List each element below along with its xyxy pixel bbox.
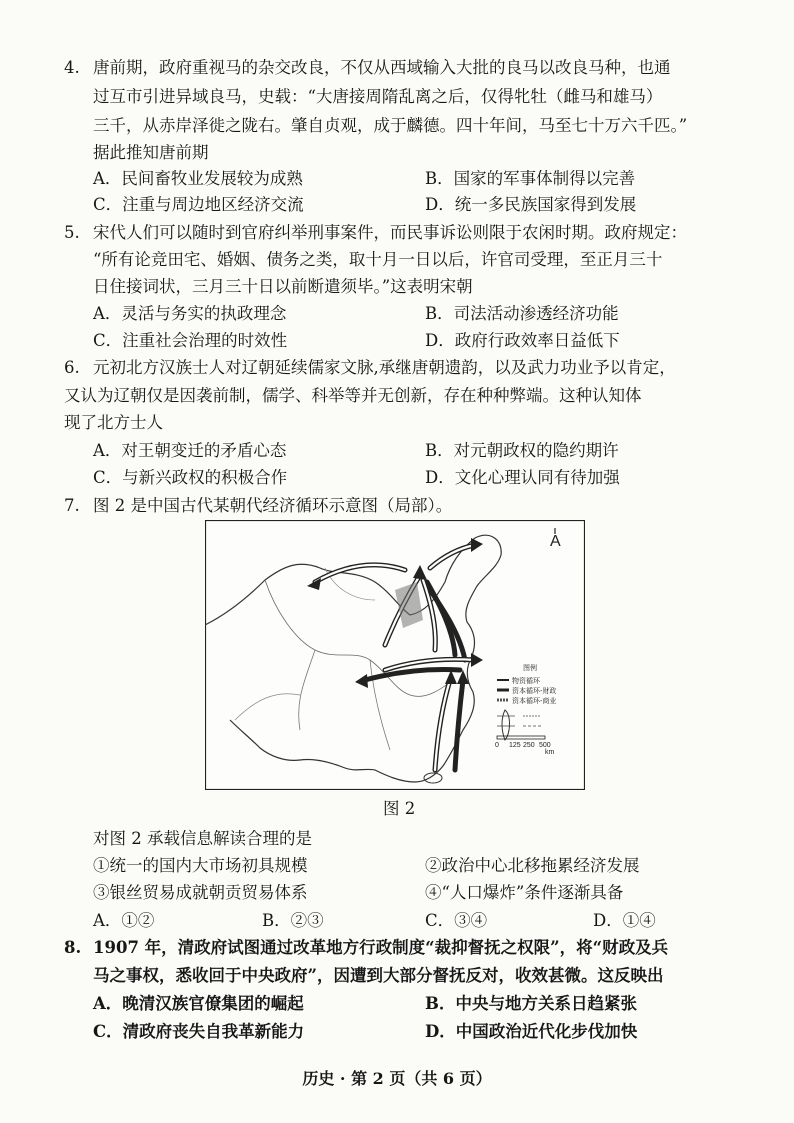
scale-label-2: 250 [523,742,535,749]
q7-statement-3: ③银丝贸易成就朝贡贸易体系 [93,883,308,902]
q5-line-1: 宋代人们可以随时到官府纠举刑事案件，而民事诉讼则限于农闲时期。政府规定： [93,223,687,242]
q5-option-c[interactable]: C．注重社会治理的时效性 [93,331,288,350]
q4-line-2: 过互市引进异域良马，史载：“大唐接周隋乱离之后，仅得牝牡（雌马和雄马） [93,87,663,106]
q4-number: 4. [64,58,80,77]
legend-item-3: 资本循环-商业 [512,698,557,705]
q7-statement-2: ②政治中心北移拖累经济发展 [425,856,640,875]
q6-line-1: 元初北方汉族士人对辽朝延续儒家文脉,承继唐朝遗韵，以及武力功业予以肯定， [93,358,676,377]
q7-statement-4: ④“人口爆炸”条件逐渐具备 [425,883,624,902]
q5-option-d[interactable]: D．政府行政效率日益低下 [425,331,620,350]
q5-option-a[interactable]: A．灵活与务实的执政理念 [93,304,287,323]
page-footer: 历史 · 第 2 页（共 6 页） [302,1069,492,1088]
scale-label-4: km [545,749,555,756]
q6-option-b[interactable]: B．对元朝政权的隐约期许 [425,441,619,460]
q8-number: 8. [64,938,82,957]
scale-label-0: 0 [495,742,499,749]
q8-option-c[interactable]: C．清政府丧失自我革新能力 [93,1022,305,1041]
q7-option-c[interactable]: C．③④ [425,911,488,930]
q4-option-b[interactable]: B．国家的军事体制得以完善 [425,169,636,188]
q4-option-c[interactable]: C．注重与周边地区经济交流 [93,195,304,214]
figure-caption: 图 2 [383,799,416,818]
q6-option-a[interactable]: A．对王朝变迁的矛盾心态 [93,441,287,460]
q4-line-3: 三千，从赤岸泽徙之陇右。肇自贞观，成于麟德。四十年间，马至七十万六千匹。” [93,116,688,135]
scale-label-1: 125 [509,742,521,749]
q6-option-c[interactable]: C．与新兴政权的积极合作 [93,468,288,487]
q5-line-3: 日住接词状，三月三十日以前断遣须毕。”这表明宋朝 [93,277,473,296]
q6-option-d[interactable]: D．文化心理认同有待加强 [425,468,620,487]
q4-option-a[interactable]: A．民间畜牧业发展较为成熟 [93,169,303,188]
economic-cycle-map [205,520,585,790]
q7-number: 7. [64,496,80,515]
q7-statement-1: ①统一的国内大市场初具规模 [93,856,308,875]
q7-option-d[interactable]: D．①④ [593,911,656,930]
q5-option-b[interactable]: B．司法活动渗透经济功能 [425,304,619,323]
q4-option-d[interactable]: D．统一多民族国家得到发展 [425,195,637,214]
legend-item-1: 物资循环 [512,678,540,685]
q6-number: 6. [64,358,80,377]
q6-line-3: 现了北方士人 [64,413,163,432]
q8-option-d[interactable]: D．中国政治近代化步伐加快 [425,1022,638,1041]
q7-prompt: 对图 2 承载信息解读合理的是 [93,829,312,848]
map-svg [205,520,585,790]
q8-line-1: 1907 年，清政府试图通过改革地方行政制度“裁抑督抚之权限”，将“财政及兵 [93,938,669,957]
legend-item-2: 资本循环-财政 [512,688,557,695]
q5-line-2: “所有论竞田宅、婚姻、债务之类，取十月一日以后，许官司受理，至正月三十 [93,250,663,269]
north-arrow: A [550,533,561,550]
q8-line-2: 马之事权，悉收回于中央政府”，因遭到大部分督抚反对，收效甚微。这反映出 [93,966,664,985]
q5-number: 5. [64,223,80,242]
q8-option-b[interactable]: B．中央与地方关系日趋紧张 [425,994,637,1013]
q4-line-4: 据此推知唐前期 [93,143,209,162]
q6-line-2: 又认为辽朝仅是因袭前制，儒学、科举等并无创新，存在种种弊端。这种认知体 [64,386,642,405]
q7-option-a[interactable]: A．①② [93,911,155,930]
scale-label-3: 500 [539,742,551,749]
q4-line-1: 唐前期，政府重视马的杂交改良，不仅从西域输入大批的良马以改良马种，也通 [93,58,671,77]
q7-option-b[interactable]: B．②③ [262,911,324,930]
q7-line-1: 图 2 是中国古代某朝代经济循环示意图（局部）。 [93,496,453,515]
q8-option-a[interactable]: A．晚清汉族官僚集团的崛起 [93,994,304,1013]
legend-title: 图例 [523,665,537,672]
